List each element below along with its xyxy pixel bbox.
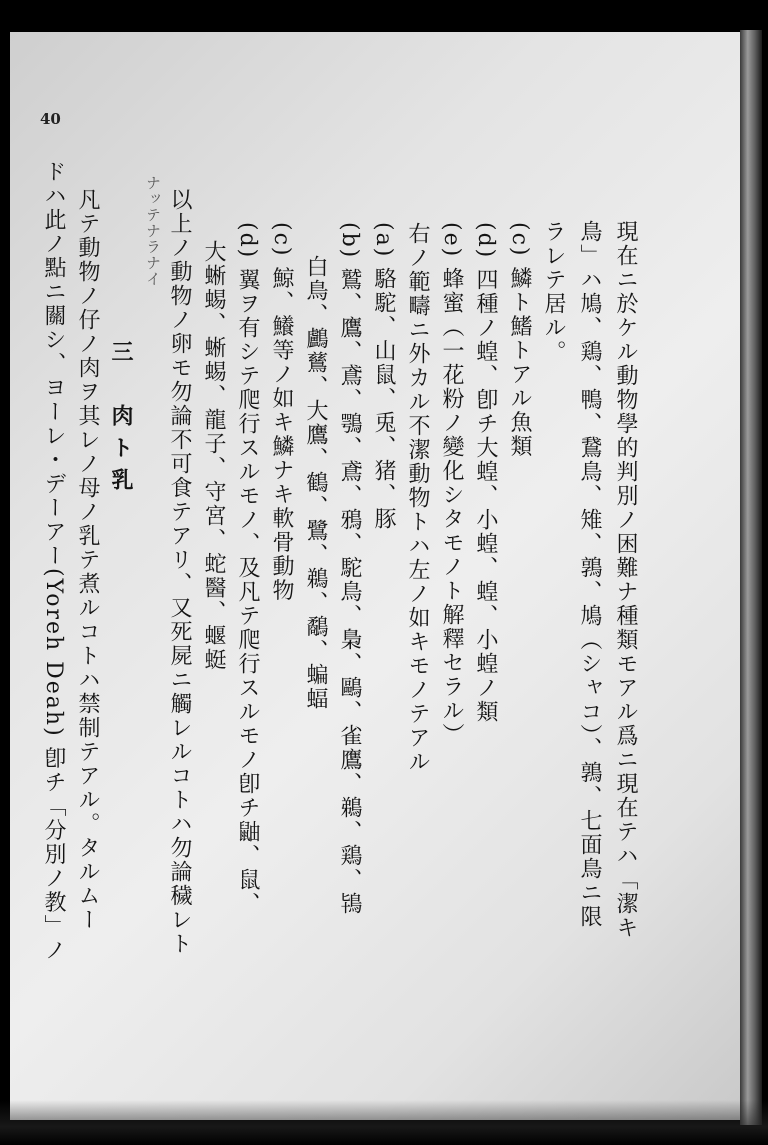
text-column: 現在ニ於ケル動物學的判別ノ困難ナ種類モアル爲ニ現在テハ「潔キ — [613, 220, 638, 940]
text-column: (b) 鷲、鷹、鳶、鶚、鳶、鴉、駝鳥、梟、鷗、雀鷹、鵜、鶏、鴇 — [337, 222, 362, 917]
text-column: (a) 駱駝、山鼠、兎、猪、豚 — [371, 222, 396, 532]
text-column: 右ノ範疇ニ外カル不潔動物トハ左ノ如キモノテアル — [405, 222, 430, 774]
bottom-shadow — [0, 1100, 768, 1145]
text-column: ナッテナラナイ — [144, 175, 162, 287]
text-column: (c) 鱗ト鰭トアル魚類 — [507, 222, 532, 459]
text-column: (c) 鯨、鱶等ノ如キ鱗ナキ軟骨動物 — [269, 222, 294, 603]
text-column: 白鳥、鸕鶿、大鷹、鶴、鷺、鵜、鷸、蝙蝠 — [303, 255, 328, 711]
text-column: 鳥」ハ鳩、鶏、鴨、鵞鳥、雉、鶉、鳩（シャコ）、鶉、七面鳥ニ限 — [577, 220, 602, 929]
page-number: 40 — [40, 110, 61, 128]
text-column: 凡テ動物ノ仔ノ肉ヲ其レノ母ノ乳テ煮ルコトハ禁制テアル。タルムー — [75, 188, 100, 932]
text-column: ドハ此ノ點ニ關シ、ヨーレ・デーアー(Yoreh Deah) 卽チ「分別ノ教」ノ — [41, 160, 66, 963]
text-column: 以上ノ動物ノ卵モ勿論不可食テアリ、又死屍ニ觸レルコトハ勿論穢レト — [167, 188, 192, 956]
text-column: (e) 蜂蜜（一花粉ノ變化シタモノト解釋セラル） — [439, 222, 464, 748]
text-column: ラレテ居ル。 — [541, 220, 566, 364]
section-heading: 三 肉ト乳 — [108, 340, 134, 500]
text-column: (d) 四種ノ蝗、卽チ大蝗、小蝗、蝗、小蝗ノ類 — [473, 222, 498, 725]
text-column: (d) 翼ヲ有シテ爬行スルモノ、及凡テ爬行スルモノ卽チ鼬、鼠、 — [235, 222, 260, 917]
text-column: 大蜥蜴、蜥蜴、龍子、守宮、蛇醫、蝘蜓 — [201, 240, 226, 672]
page-edge — [740, 30, 762, 1125]
